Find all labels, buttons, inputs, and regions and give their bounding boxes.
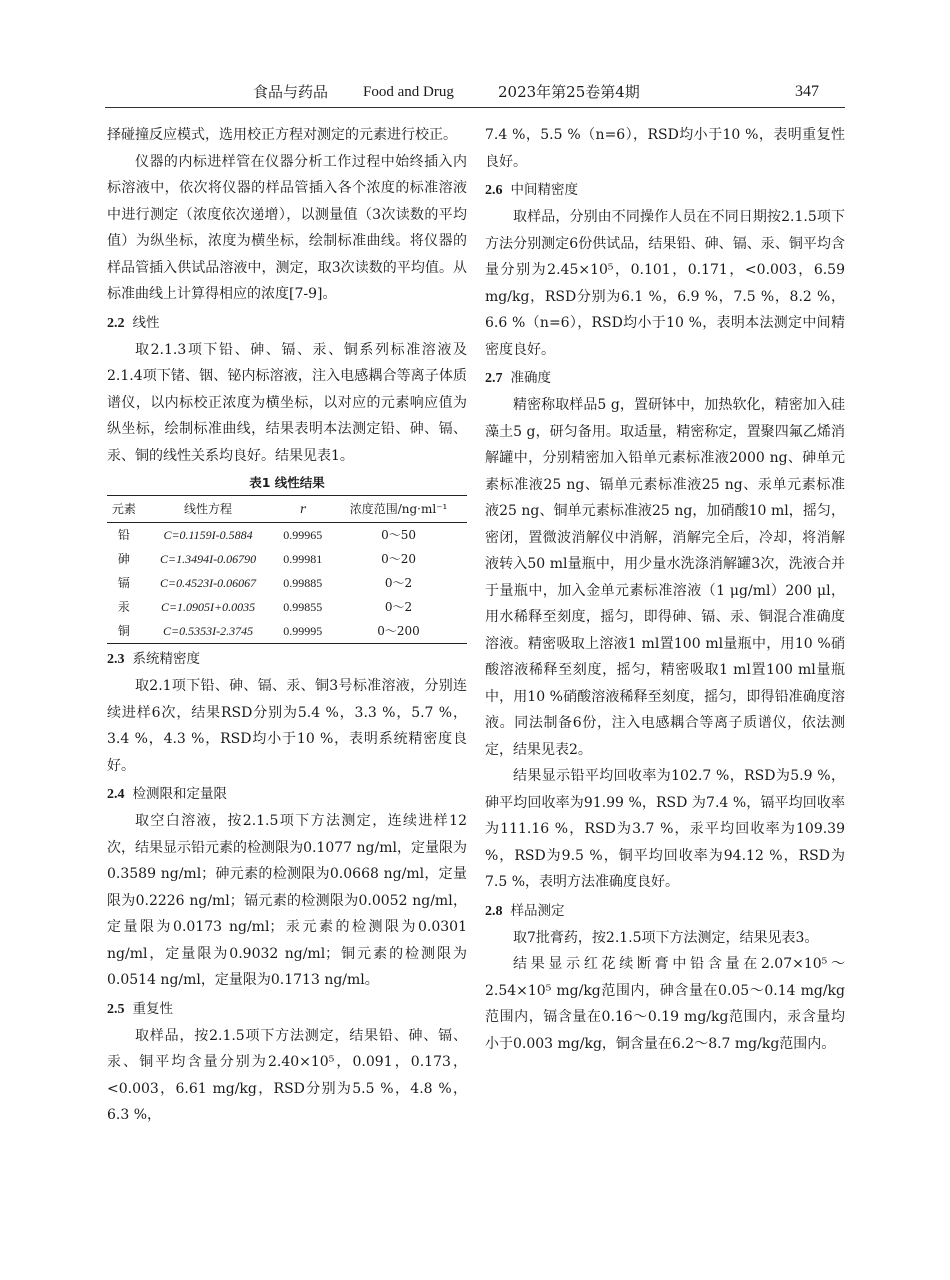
section-number: 2.8 <box>485 903 503 919</box>
section-heading <box>107 996 467 1023</box>
table-cell: 0～2 <box>384 600 413 614</box>
table-cell: 0.99885 <box>283 576 323 590</box>
issue-info: 2023年第25卷第4期 <box>498 83 640 101</box>
paragraph: 取空白溶液，按2.1.5项下方法测定，连续进样12次，结果显示铅元素的检测限为0.1077 ng/ml，定量限为0.3589 ng/ml；砷元素的检测限为0.0668 ng/ml，定量限为0.2226 ng/ml；镉元素的检测限为0.0052 ng/ml，定量限为0.0173 ng/ml；汞元素的检测限为0.0301 ng/ml，定量限为0.9032 ng/ml；铜元素的检测限为0.0514 ng/ml，定量限为0.1713 ng/ml。 <box>107 813 467 988</box>
paragraph: 择碰撞反应模式，选用校正方程对测定的元素进行校正。 <box>107 127 457 143</box>
table-cell: C=0.1159I-0.5884 <box>163 528 253 542</box>
paragraph: 取2.1.3项下铅、砷、镉、汞、铜系列标准溶液及2.1.4项下锗、铟、铋内标溶液，注入电感耦合等离子体质谱仪，以内标校正浓度为横坐标，以对应的元素响应值为纵坐标，绘制标准曲线，结果表明本法测定铅、砷、镉、汞、铜的线性关系均良好。结果见表1。 <box>107 341 467 464</box>
table-cell: 铅 <box>117 528 130 542</box>
table-row <box>107 523 467 548</box>
table-cell: 0.99855 <box>283 600 323 614</box>
section-heading <box>107 781 467 808</box>
table-cell: 0.99995 <box>275 619 330 644</box>
section-title: 检测限和定量限 <box>132 786 227 802</box>
table-cell: 0.99965 <box>283 528 323 542</box>
table-cell: C=1.0905I+0.0035 <box>160 600 256 614</box>
table-cell: 汞 <box>117 600 130 614</box>
section-title: 准确度 <box>510 370 551 386</box>
table-header: 线性方程 <box>141 496 276 523</box>
section-number: 2.6 <box>485 183 503 198</box>
paragraph: 结果显示铅平均回收率为102.7 %，RSD为5.9 %，砷平均回收率为91.99 %，RSD 为7.4 %，镉平均回收率为111.16 %，RSD为3.7 %，汞平均回收率为109.39 %，RSD为9.5 %，铜平均回收率为94.12 %，RSD为7.5 %，表明方法准确度良好。 <box>485 768 845 890</box>
section-heading <box>107 310 467 337</box>
section-number: 2.3 <box>107 652 125 667</box>
table-cell: C=0.4523I-0.06067 <box>159 576 257 590</box>
table-header-row <box>107 496 467 523</box>
section-number: 2.5 <box>107 1001 125 1017</box>
table-cell: 0～2 <box>384 576 413 590</box>
paragraph: 取样品，按2.1.5项下方法测定，结果铅、砷、镉、汞、铜平均含量分别为2.40×10⁵，0.091，0.173，<0.003，6.61 mg/kg，RSD分别为5.5 %，4.8 %，6.3 %， <box>107 1027 467 1123</box>
table-header: r <box>275 496 330 523</box>
paragraph: 取样品，分别由不同操作人员在不同日期按2.1.5项下方法分别测定6份供试品，结果铅、砷、镉、汞、铜平均含量分别为2.45×10⁵，0.101，0.171，<0.003，6.59 mg/kg，RSD分别为6.1 %，6.9 %，7.5 %，8.2 %，6.6 %（n=6），RSD均小于10 %，表明本法测定中间精密度良好。 <box>485 209 845 358</box>
table-cell: 0.99981 <box>283 552 323 566</box>
header-rule <box>105 107 845 108</box>
section-number: 2.2 <box>107 315 125 331</box>
journal-name-en: Food and Drug <box>363 84 454 100</box>
section-heading <box>485 177 845 204</box>
table-row <box>107 595 467 619</box>
table-header: 浓度范围/ng·ml⁻¹ <box>330 496 467 523</box>
section-heading <box>107 646 467 673</box>
right-column <box>485 122 845 1057</box>
section-title: 线性 <box>132 314 160 331</box>
section-heading <box>485 365 845 392</box>
section-title: 系统精密度 <box>132 651 200 667</box>
section-title: 重复性 <box>132 1000 173 1017</box>
table-cell: 0～200 <box>330 619 467 644</box>
linearity-table <box>107 495 467 644</box>
paragraph: 结果显示红花续断膏中铅含量在2.07×10⁵～2.54×10⁵ mg/kg范围内，砷含量在0.05～0.14 mg/kg范围内，镉含量在0.16～0.19 mg/kg范围内，汞含量均小于0.003 mg/kg，铜含量在6.2～8.7 mg/kg范围内。 <box>485 956 845 1052</box>
table-row <box>107 571 467 595</box>
table-cell: C=1.3494I-0.06790 <box>159 552 257 566</box>
table-cell: C=0.5353I-2.3745 <box>141 619 276 644</box>
table-header: 元素 <box>107 496 141 523</box>
page-header <box>105 80 845 104</box>
table-cell: 砷 <box>117 552 130 566</box>
page-number: 347 <box>795 83 819 100</box>
table-row <box>107 547 467 571</box>
journal-name: 食品与药品 <box>253 83 329 101</box>
table-caption: 表1 线性结果 <box>249 475 325 490</box>
paragraph: 精密称取样品5 g，置研钵中，加热软化，精密加入硅藻土5 g，研匀备用。取适量，精密称定，置聚四氟乙烯消解罐中，分别精密加入铅单元素标准液2000 ng、砷单元素标准液25 ng、镉单元素标准液25 ng、汞单元素标准液25 ng、铜单元素标准液25 ng，加硝酸10 ml，摇匀，密闭，置微波消解仪中消解，消解完全后，冷却，将消解液转入50 ml量瓶中，用少量水洗涤消解罐3次，洗液合并于量瓶中，加入金单元素标准溶液（1 μg/ml）200 μl，用水稀释至刻度，摇匀，即得砷、镉、汞、铜混合准确度溶液。精密吸取上溶液1 ml置100 ml量瓶中，用10 %硝酸溶液稀释至刻度，摇匀，精密吸取1 ml置100 ml量瓶中，用10 %硝酸溶液稀释至刻度，摇匀，即得铅准确度溶液。同法制备6份，注入电感耦合等离子质谱仪，依法测定，结果见表2。 <box>485 397 845 758</box>
section-title: 样品测定 <box>510 902 565 919</box>
paragraph: 仪器的内标进样管在仪器分析工作过程中始终插入内标溶液中，依次将仪器的样品管插入各个浓度的标准溶液中进行测定（浓度依次递增），以测量值（3次读数的平均值）为纵坐标，浓度为横坐标，绘制标准曲线。将仪器的样品管插入供试品溶液中，测定，取3次读数的平均值。从标准曲线上计算得相应的浓度[7-9]。 <box>107 153 467 302</box>
table-cell: 0～50 <box>381 528 416 542</box>
table-row <box>107 619 467 644</box>
section-title: 中间精密度 <box>510 182 578 198</box>
paragraph: 取2.1项下铅、砷、镉、汞、铜3号标准溶液，分别连续进样6次，结果RSD分别为5.4 %，3.3 %，5.7 %，3.4 %，4.3 %，RSD均小于10 %，表明系统精密度良好。 <box>107 678 467 774</box>
section-number: 2.7 <box>485 371 503 386</box>
left-column <box>107 122 467 1129</box>
table-cell: 镉 <box>117 576 130 590</box>
paragraph: 7.4 %，5.5 %（n=6），RSD均小于10 %，表明重复性良好。 <box>485 127 845 170</box>
table-cell: 0～20 <box>381 552 416 566</box>
table-cell: 铜 <box>107 619 141 644</box>
paragraph: 取7批膏药，按2.1.5项下方法测定，结果见表3。 <box>513 929 819 946</box>
section-number: 2.4 <box>107 787 125 802</box>
section-heading <box>485 898 845 925</box>
